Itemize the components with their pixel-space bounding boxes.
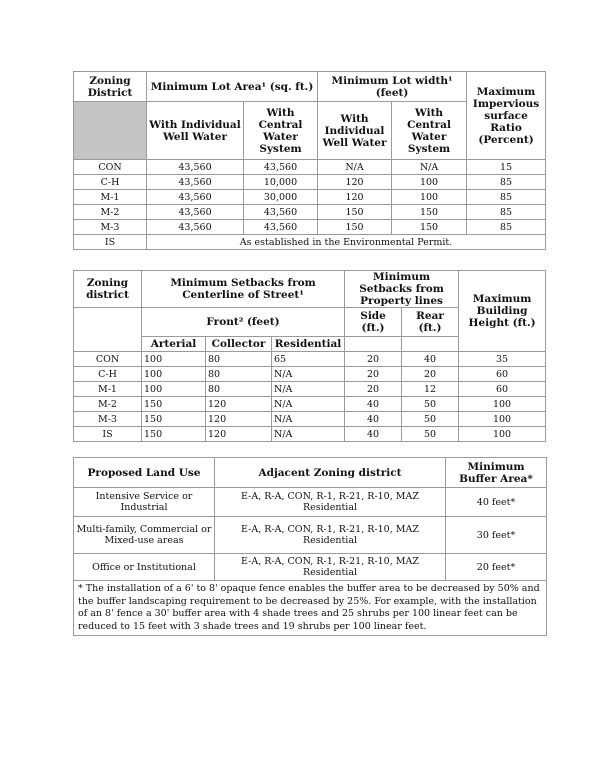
table-cell: 43,560 <box>147 220 244 235</box>
table-cell: Multi-family, Commercial or Mixed-use areas <box>74 517 215 554</box>
table-cell: M-2 <box>74 205 147 220</box>
setbacks-table <box>73 270 546 442</box>
table-row <box>74 427 546 442</box>
table-cell: 40 <box>345 412 402 427</box>
table-row <box>74 175 546 190</box>
header-property-setbacks: Minimum Setbacks from Property lines <box>345 271 459 308</box>
table-cell: 43,560 <box>147 160 244 175</box>
table-row <box>74 235 546 250</box>
table-cell: 150 <box>142 397 206 412</box>
table-cell: 80 <box>206 382 272 397</box>
empty-cell <box>345 337 402 352</box>
header-max-height: Maximum Building Height (ft.) <box>459 271 546 352</box>
table-cell: E-A, R-A, CON, R-1, R-21, R-10, MAZ Residential <box>215 488 446 517</box>
table-cell: 100 <box>142 367 206 382</box>
table-cell: 43,560 <box>147 190 244 205</box>
table-cell: IS <box>74 235 147 250</box>
table-cell: 50 <box>402 412 459 427</box>
table-cell: 120 <box>318 175 392 190</box>
header-zoning-district: Zoning District <box>74 72 147 102</box>
header-centerline-setbacks: Minimum Setbacks from Centerline of Street¹ <box>142 271 345 308</box>
table-cell: 80 <box>206 367 272 382</box>
table-cell: N/A <box>272 412 345 427</box>
table-row <box>74 554 547 581</box>
table-cell: E-A, R-A, CON, R-1, R-21, R-10, MAZ Residential <box>215 517 446 554</box>
table-cell: M-3 <box>74 220 147 235</box>
table-cell: 150 <box>318 220 392 235</box>
table-cell: M-2 <box>74 397 142 412</box>
table-cell: 60 <box>459 382 546 397</box>
table-cell: 120 <box>318 190 392 205</box>
table-cell: 43,560 <box>147 175 244 190</box>
table-cell: 60 <box>459 367 546 382</box>
table-cell: 150 <box>392 220 467 235</box>
subheader-arterial: Arterial <box>142 337 206 352</box>
subheader-central-water-width: With Central Water System <box>392 102 467 160</box>
table-cell: N/A <box>272 367 345 382</box>
table-cell: 30 feet* <box>446 517 547 554</box>
table-cell: 43,560 <box>244 220 318 235</box>
table-cell: C-H <box>74 367 142 382</box>
table-cell: 150 <box>142 412 206 427</box>
table-cell: 43,560 <box>244 160 318 175</box>
table-cell: M-1 <box>74 382 142 397</box>
table-cell: 150 <box>142 427 206 442</box>
table-cell: 40 <box>402 352 459 367</box>
table-row <box>74 190 546 205</box>
table-cell: 20 <box>345 382 402 397</box>
table-cell: E-A, R-A, CON, R-1, R-21, R-10, MAZ Residential <box>215 554 446 581</box>
table-cell: N/A <box>392 160 467 175</box>
gray-cell <box>74 102 147 160</box>
table-cell: 100 <box>392 175 467 190</box>
table-cell: N/A <box>272 382 345 397</box>
table-cell: 120 <box>206 427 272 442</box>
table-cell: Intensive Service or Industrial <box>74 488 215 517</box>
table-cell: 85 <box>467 175 546 190</box>
table-cell: CON <box>74 352 142 367</box>
table-row <box>74 488 547 517</box>
table-row <box>74 367 546 382</box>
table-cell: 10,000 <box>244 175 318 190</box>
table-cell: 100 <box>142 382 206 397</box>
table-cell: 85 <box>467 205 546 220</box>
subheader-well-water-width: With Individual Well Water <box>318 102 392 160</box>
table-cell: 40 <box>345 427 402 442</box>
table-cell: 100 <box>459 412 546 427</box>
table-row <box>74 352 546 367</box>
empty-cell <box>74 308 142 352</box>
subheader-side: Side (ft.) <box>345 308 402 337</box>
table-cell: 20 <box>345 367 402 382</box>
table-cell: 40 <box>345 397 402 412</box>
table-cell: 100 <box>459 427 546 442</box>
table-cell: 50 <box>402 397 459 412</box>
table-cell: 65 <box>272 352 345 367</box>
table-cell: M-3 <box>74 412 142 427</box>
header-min-buffer: Minimum Buffer Area* <box>446 458 547 488</box>
table-cell: 35 <box>459 352 546 367</box>
table-cell: N/A <box>272 397 345 412</box>
header-min-lot-width: Minimum Lot width¹ (feet) <box>318 72 467 102</box>
lot-requirements-table <box>73 71 546 250</box>
subheader-collector: Collector <box>206 337 272 352</box>
table-cell: C-H <box>74 175 147 190</box>
table-cell: 12 <box>402 382 459 397</box>
table-cell: 85 <box>467 220 546 235</box>
is-established-text: As established in the Environmental Permit. <box>147 235 546 250</box>
buffer-table <box>73 457 547 636</box>
table-cell: M-1 <box>74 190 147 205</box>
table-cell: 15 <box>467 160 546 175</box>
table-row <box>74 382 546 397</box>
table-cell: 120 <box>206 412 272 427</box>
table-cell: 100 <box>459 397 546 412</box>
table-cell: 30,000 <box>244 190 318 205</box>
header-min-lot-area: Minimum Lot Area¹ (sq. ft.) <box>147 72 318 102</box>
table-row <box>74 160 546 175</box>
buffer-footnote: * The installation of a 6' to 8' opaque fence enables the buffer area to be decreased by 50% and the buffer landscaping requirement to be decreased by 25%. For example, with the installation of an 8' fence a 30' buffer area with 4 shade trees and 25 shrubs per 100 linear feet can be reduced to 15 feet with 3 shade trees and 19 shrubs per 100 linear feet. <box>74 581 547 636</box>
header-proposed-land-use: Proposed Land Use <box>74 458 215 488</box>
table-cell: 20 <box>345 352 402 367</box>
table-cell: Office or Institutional <box>74 554 215 581</box>
table-cell: 120 <box>206 397 272 412</box>
table-cell: 100 <box>142 352 206 367</box>
table-row <box>74 517 547 554</box>
table-cell: N/A <box>272 427 345 442</box>
subheader-front: Front² (feet) <box>142 308 345 337</box>
subheader-residential: Residential <box>272 337 345 352</box>
subheader-central-water-area: With Central Water System <box>244 102 318 160</box>
table-row <box>74 397 546 412</box>
table-cell: 43,560 <box>244 205 318 220</box>
subheader-rear: Rear (ft.) <box>402 308 459 337</box>
empty-cell <box>402 337 459 352</box>
table-row <box>74 205 546 220</box>
header-adjacent-zoning: Adjacent Zoning district <box>215 458 446 488</box>
table-cell: 150 <box>318 205 392 220</box>
table-cell: 85 <box>467 190 546 205</box>
table-cell: CON <box>74 160 147 175</box>
table-cell: 150 <box>392 205 467 220</box>
header-zoning-district: Zoning district <box>74 271 142 308</box>
table-cell: 20 feet* <box>446 554 547 581</box>
table-cell: 40 feet* <box>446 488 547 517</box>
table-cell: IS <box>74 427 142 442</box>
table-cell: 20 <box>402 367 459 382</box>
table-cell: 80 <box>206 352 272 367</box>
table-cell: 50 <box>402 427 459 442</box>
header-max-impervious: Maximum Impervious surface Ratio (Percent) <box>467 72 546 160</box>
table-cell: 100 <box>392 190 467 205</box>
table-row <box>74 220 546 235</box>
table-cell: 43,560 <box>147 205 244 220</box>
table-row <box>74 412 546 427</box>
subheader-well-water-area: With Individual Well Water <box>147 102 244 160</box>
table-cell: N/A <box>318 160 392 175</box>
